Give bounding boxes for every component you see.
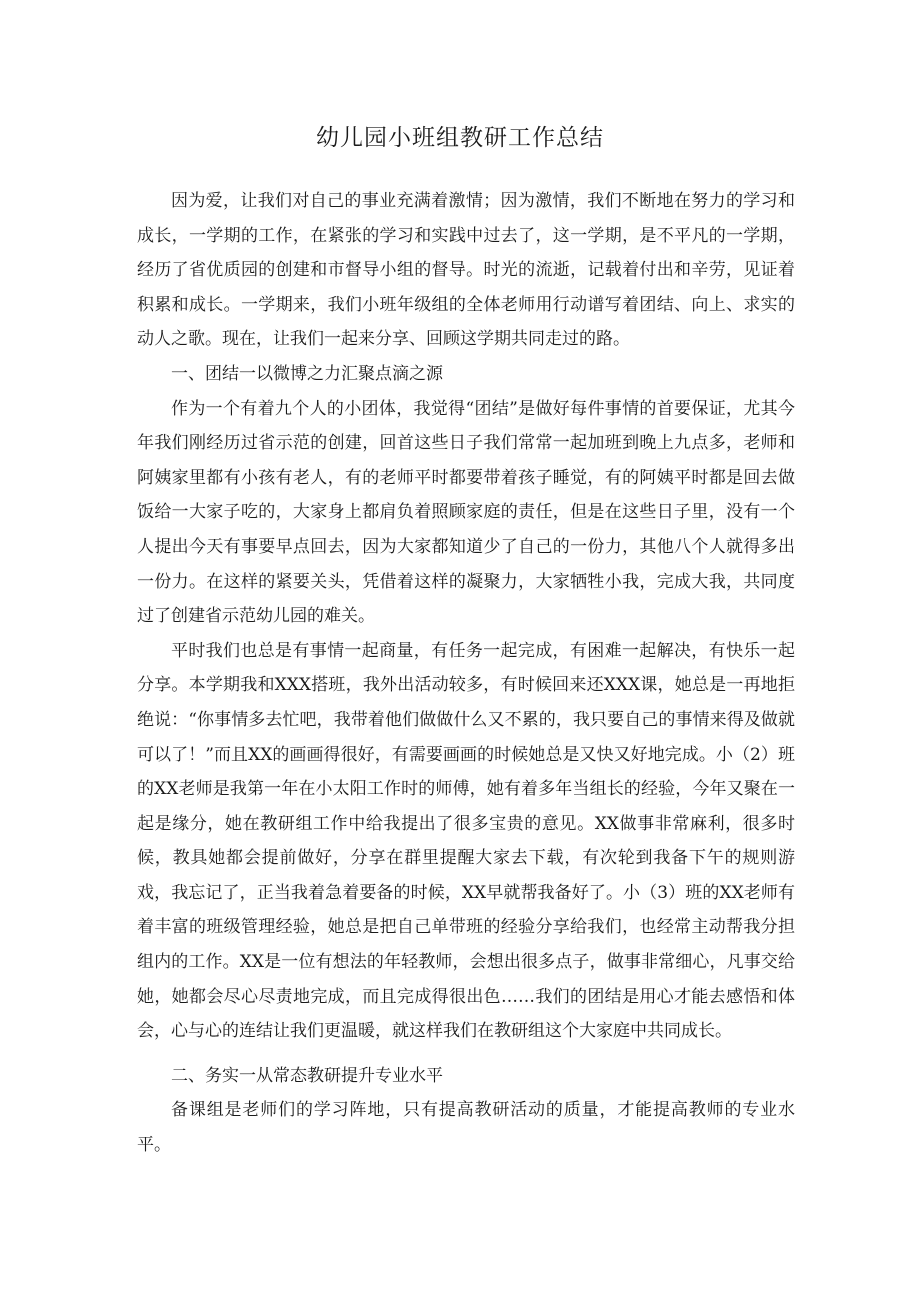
paragraph-pragmatism-1: 备课组是老师们的学习阵地，只有提高教研活动的质量，才能提高教师的专业水平。 — [137, 1100, 795, 1156]
section-heading-unity: 一、团结一以微博之力汇聚点滴之源 — [171, 363, 443, 384]
document-body — [137, 184, 795, 1163]
paragraph-unity-2: 平时我们也总是有事情一起商量，有任务一起完成，有困难一起解决，有快乐一起分享。本学期我和XXX搭班，我外出活动较多，有时候回来还XXX课，她总是一再地拒绝说：“你事情多去忙吧，我带着他们做做什么又不累的，我只要自己的事情来得及做就可以了！”而且XX的画画得很好，有需要画画的时候她总是又快又好地完成。小（2）班的XX老师是我第一年在小太阳工作时的师傅，她有着多年当组长的经验，今年又聚在一起是缘分，她在教研组工作中给我提出了很多宝贵的意见。XX做事非常麻利，很多时候，教具她都会提前做好，分享在群里提醒大家去下载，有次轮到我备下午的规则游戏，我忘记了，正当我着急着要备的时候，XX早就帮我备好了。小（3）班的XX老师有着丰富的班级管理经验，她总是把自己单带班的经验分享给我们，也经常主动帮我分担组内的工作。XX是一位有想法的年轻教师，会想出很多点子，做事非常细心，凡事交给她，她都会尽心尽责地完成，而且完成得很出色……我们的团结是用心才能去感悟和体会，心与心的连结让我们更温暖，就这样我们在教研组这个大家庭中共同成长。 — [137, 640, 795, 1042]
section-heading-pragmatism: 二、务实一从常态教研提升专业水平 — [171, 1065, 443, 1086]
paragraph-unity-1: 作为一个有着九个人的小团体，我觉得“团结”是做好每件事情的首要保证，尤其今年我们刚经历过省示范的创建，回首这些日子我们常常一起加班到晚上九点多，老师和阿姨家里都有小孩有老人，有的老师平时都要带着孩子睡觉，有的阿姨平时都是回去做饭给一大家子吃的，大家身上都肩负着照顾家庭的责任，但是在这些日子里，没有一个人提出今天有事要早点回去，因为大家都知道少了自己的一份力，其他八个人就得多出一份力。在这样的紧要关头，凭借着这样的凝聚力，大家牺牲小我，完成大我，共同度过了创建省示范幼儿园的难关。 — [137, 398, 795, 627]
paragraph-intro: 因为爱，让我们对自己的事业充满着激情；因为激情，我们不断地在努力的学习和成长，一学期的工作，在紧张的学习和实践中过去了，这一学期，是不平凡的一学期，经历了省优质园的创建和市督导小组的督导。时光的流逝，记载着付出和辛劳，见证着积累和成长。一学期来，我们小班年级组的全体老师用行动谱写着团结、向上、求实的动人之歌。现在，让我们一起来分享、回顾这学期共同走过的路。 — [137, 191, 795, 350]
document-title: 幼儿园小班组教研工作总结 — [316, 125, 604, 151]
